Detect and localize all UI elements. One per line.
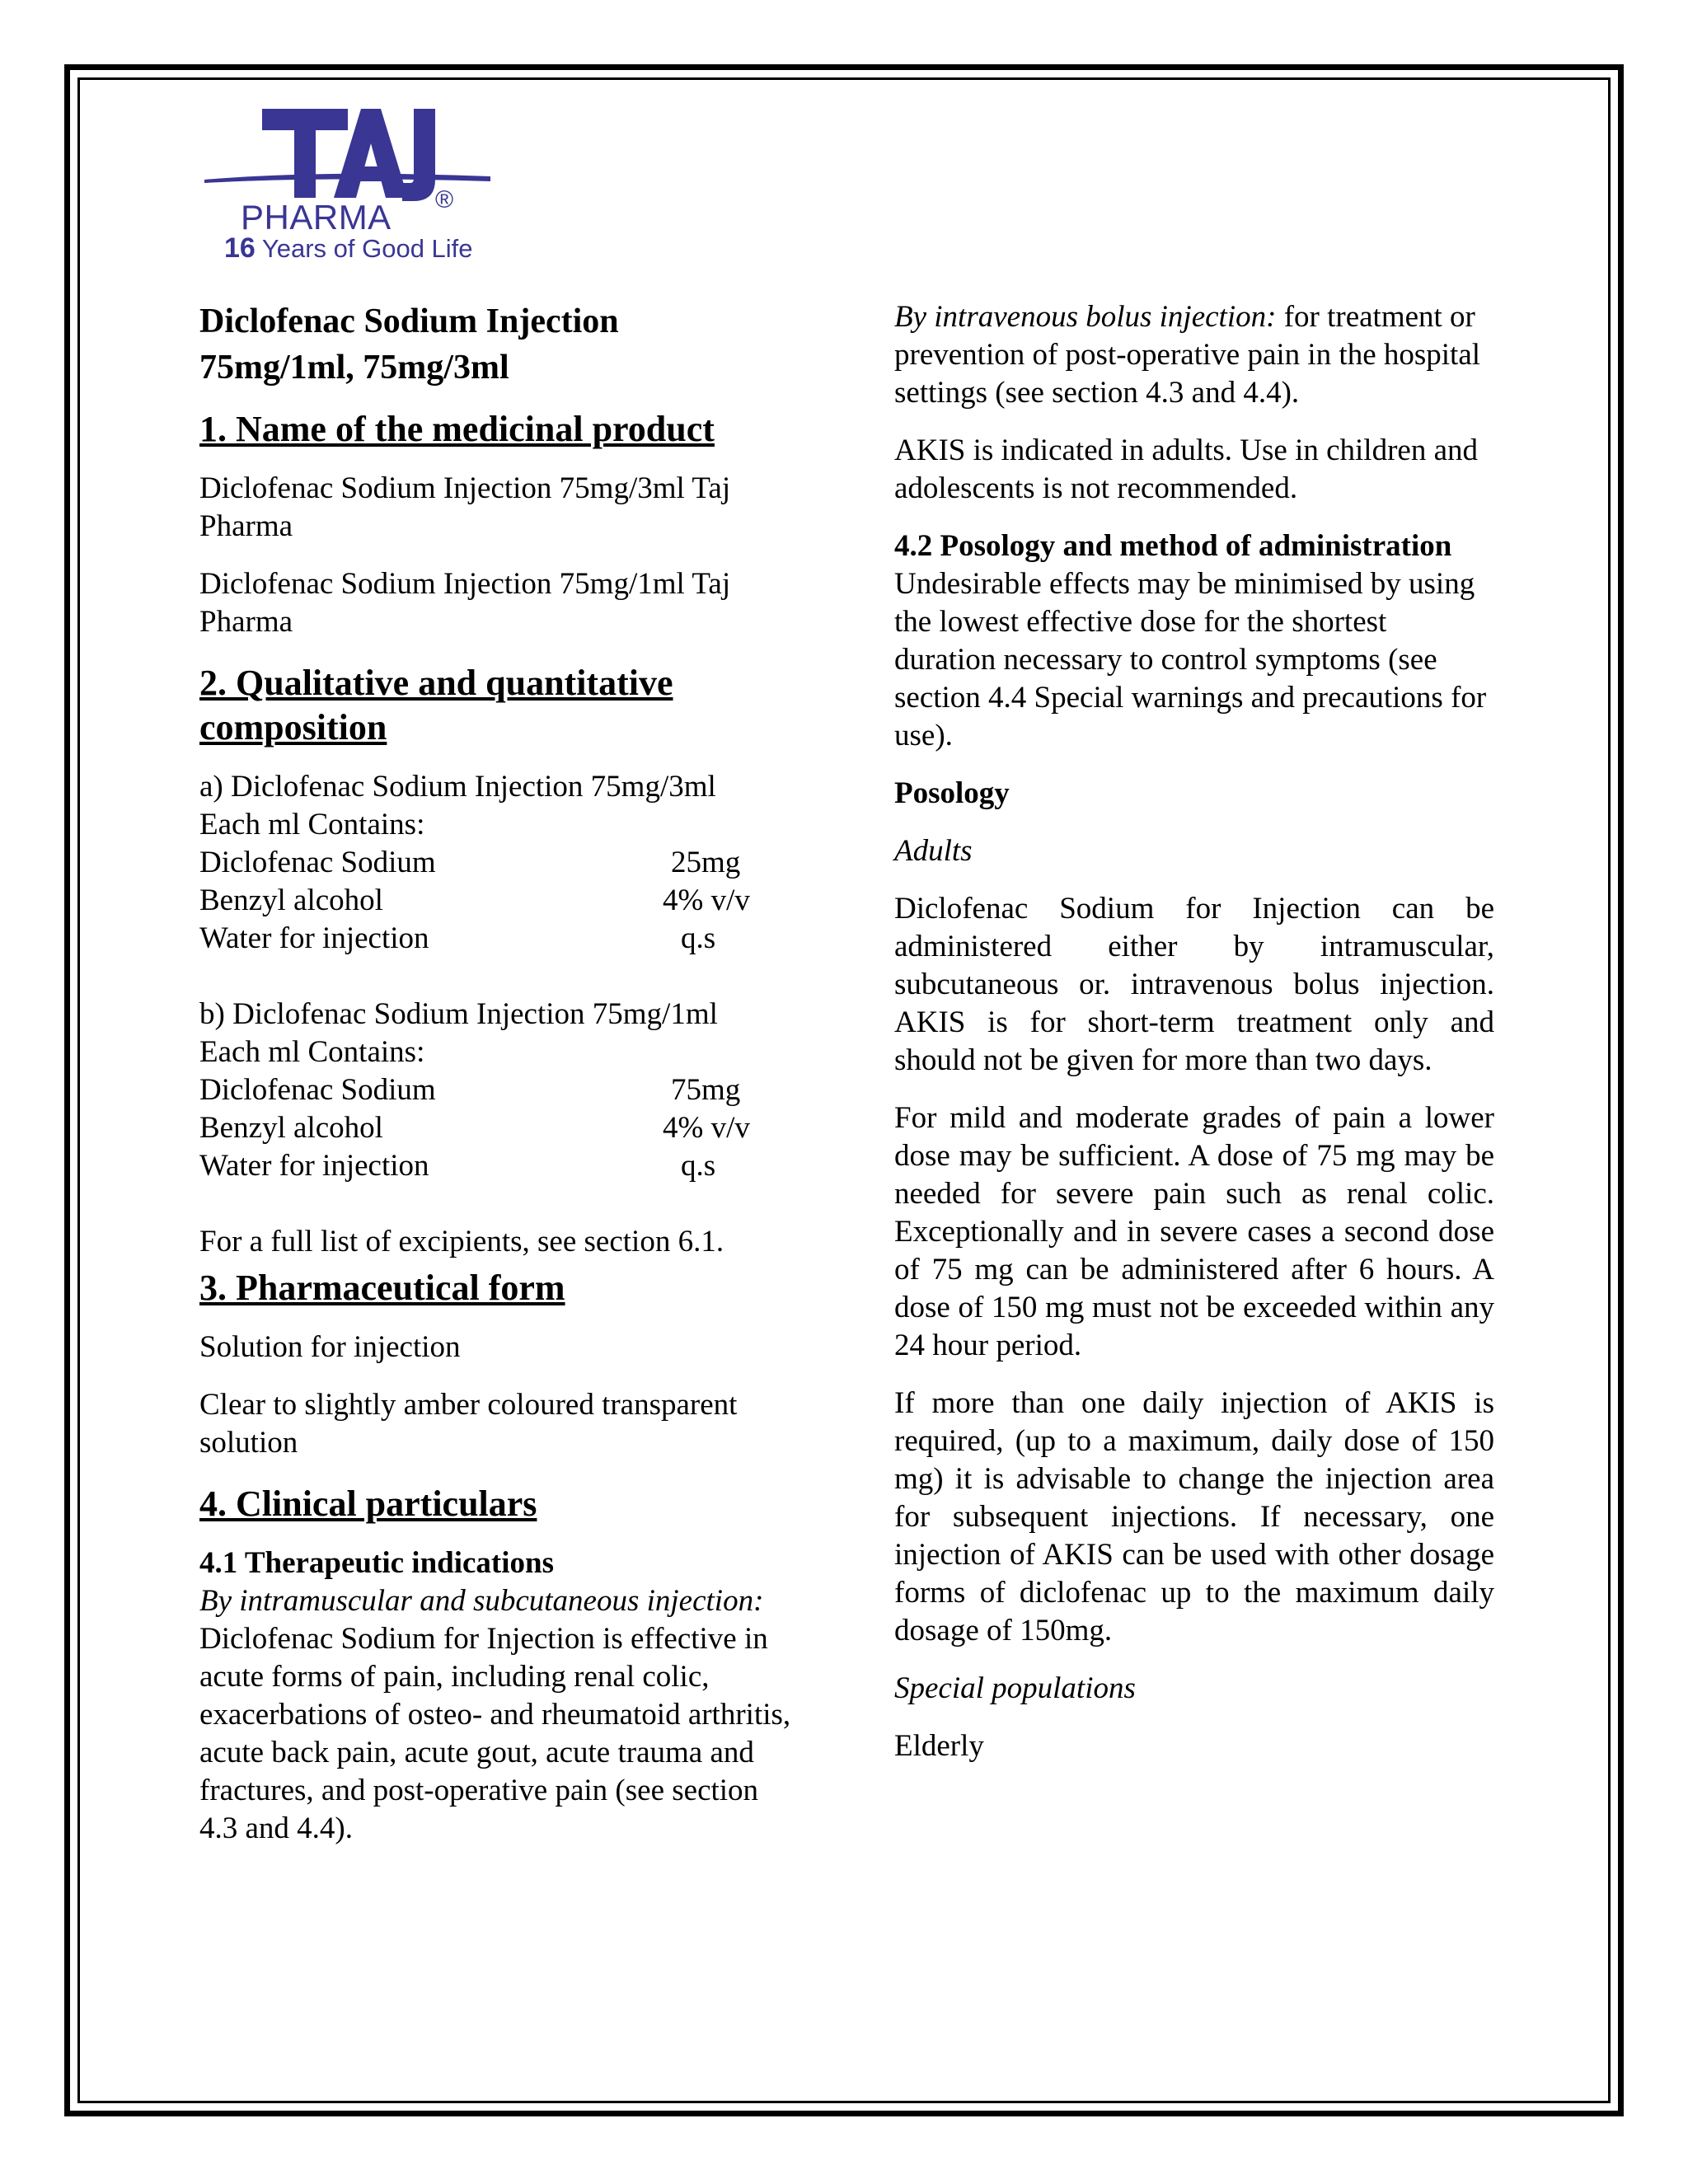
ingredient-value: 75mg (671, 1073, 741, 1107)
logo-years-text: Years of Good Life (255, 234, 473, 263)
indications-iv-text: for treatment or prevention of post-operative pain in the hospital settings (see section 4.3 and 4.4). (894, 300, 1481, 410)
product-name-1: Diclofenac Sodium Injection 75mg/3ml Taj Pharma (199, 471, 731, 543)
section-4-2-heading: 4.2 Posology and method of administration (894, 529, 1452, 563)
indications-im-label: By intramuscular and subcutaneous injection: (199, 1584, 764, 1618)
ingredient-name: Diclofenac Sodium (199, 846, 436, 879)
logo-years-number: 16 (224, 232, 256, 264)
composition-a (199, 768, 793, 958)
section-2-heading (199, 661, 793, 750)
logo-registered-mark: ® (435, 186, 454, 213)
table-row (199, 1071, 793, 1109)
indications-adults: AKIS is indicated in adults. Use in children and adolescents is not recommended. (894, 434, 1479, 505)
logo-pharma-text: PHARMA (241, 198, 392, 237)
adults-paragraph-2: For mild and moderate grades of pain a lower dose may be sufficient. A dose of 75 mg may be needed for severe pain such as renal colic. Exceptionally and in severe cases a second dose of 75 mg can be administered after 6 hours. A dose of 150 mg must not be exceeded within any 24 hour period. (894, 1101, 1494, 1362)
composition-a-contains: Each ml Contains: (199, 808, 425, 841)
ingredient-value: q.s (681, 1149, 716, 1183)
pharmaceutical-form-2: Clear to slightly amber coloured transparent solution (199, 1388, 738, 1460)
document-title (199, 298, 793, 391)
ingredient-name: Benzyl alcohol (199, 883, 383, 917)
taj-logo-mark (198, 101, 503, 208)
adults-paragraph-3: If more than one daily injection of AKIS is required, (up to a maximum, daily dose of 150 mg) it is advisable to change the injection area for subsequent injections. If necessary, one injection of AKIS can be used with other dosage forms of diclofenac up to the maximum daily dosage of 150mg. (894, 1386, 1494, 1647)
right-column (894, 298, 1494, 1785)
table-row (199, 882, 793, 920)
ingredient-value: 4% v/v (663, 883, 750, 917)
table-row (199, 844, 793, 882)
composition-b-contains: Each ml Contains: (199, 1035, 425, 1069)
table-row (199, 920, 793, 958)
ingredient-value: 25mg (671, 846, 741, 879)
section-3-heading: 3. Pharmaceutical form (199, 1268, 565, 1308)
ingredient-name: Water for injection (199, 921, 429, 955)
adults-paragraph-1: Diclofenac Sodium for Injection can be administered either by intramuscular, subcutaneous or. intravenous bolus injection. AKIS is for short-term treatment only and should not be given for more than two days. (894, 892, 1494, 1077)
elderly-label: Elderly (894, 1729, 984, 1763)
excipients-note: For a full list of excipients, see section 6.1. (199, 1225, 724, 1258)
ingredient-name: Benzyl alcohol (199, 1111, 383, 1145)
special-populations-label: Special populations (894, 1671, 1136, 1705)
indications-iv-label: By intravenous bolus injection: (894, 300, 1277, 334)
section-1-heading: 1. Name of the medicinal product (199, 409, 715, 449)
composition-b-title: b) Diclofenac Sodium Injection 75mg/1ml (199, 997, 718, 1031)
ingredient-value: 4% v/v (663, 1111, 750, 1145)
title-line-2: 75mg/1ml, 75mg/3ml (199, 349, 509, 387)
title-line-1: Diclofenac Sodium Injection (199, 302, 619, 340)
ingredient-name: Water for injection (199, 1149, 429, 1183)
posology-intro: Undesirable effects may be minimised by using the lowest effective dose for the shortest duration necessary to control symptoms (see section 4.4 Special warnings and precautions for use). (894, 567, 1487, 752)
composition-a-title: a) Diclofenac Sodium Injection 75mg/3ml (199, 770, 716, 804)
ingredient-value: q.s (681, 921, 716, 955)
section-2-heading-line-2: composition (199, 707, 387, 748)
pharmaceutical-form-1: Solution for injection (199, 1330, 461, 1364)
table-row (199, 1147, 793, 1185)
section-4-1-heading: 4.1 Therapeutic indications (199, 1546, 554, 1580)
composition-b (199, 996, 793, 1185)
section-2-heading-line-1: 2. Qualitative and quantitative (199, 663, 673, 703)
table-row (199, 1109, 793, 1147)
product-name-2: Diclofenac Sodium Injection 75mg/1ml Taj Pharma (199, 567, 731, 639)
section-4-heading: 4. Clinical particulars (199, 1483, 537, 1524)
indications-iv-paragraph (894, 298, 1494, 412)
logo-tagline (224, 232, 473, 265)
posology-heading: Posology (894, 776, 1010, 810)
ingredient-name: Diclofenac Sodium (199, 1073, 436, 1107)
taj-pharma-logo (198, 101, 503, 265)
indications-im-text: Diclofenac Sodium for Injection is effective in acute forms of pain, including renal colic, exacerbations of osteo- and rheumatoid arthritis, acute back pain, acute gout, acute trauma and fractures, and post-operative pain (see section 4.3 and 4.4). (199, 1622, 791, 1845)
left-column (199, 298, 793, 1868)
adults-label: Adults (894, 834, 973, 868)
indications-im-paragraph (199, 1582, 793, 1848)
